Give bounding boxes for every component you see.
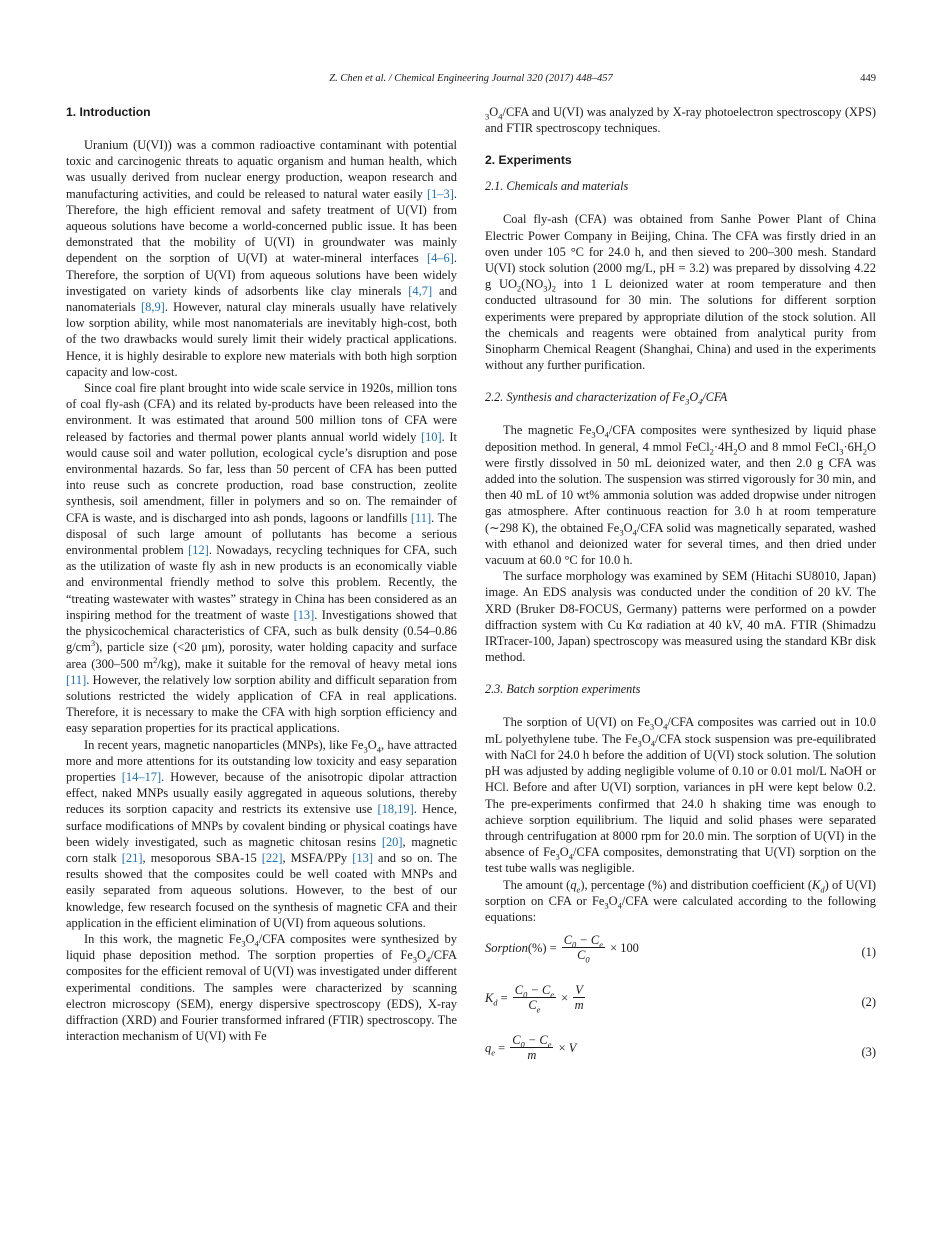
- citation-link[interactable]: [4–6]: [426, 251, 454, 266]
- equation-number: (1): [861, 945, 876, 960]
- intro-paragraph-4-continued: $_3O_4$/CFA and U(VI) was analyzed by X-ray photoelectron spectroscopy (XPS) and FTIR spectroscopy techniques.: [485, 105, 876, 136]
- citation-link[interactable]: [11]: [410, 510, 432, 525]
- citation-link[interactable]: [21]: [121, 850, 143, 865]
- citation-link[interactable]: [10]: [420, 429, 442, 444]
- equation-number: (3): [861, 1045, 876, 1060]
- batch-paragraph-2: The amount $(q_e)$, percentage (%) and distribution coefficient $(K_d)$ of U(VI) sorption on CFA or $Fe_3O_4$/CFA were calculated according to the following equations:: [485, 877, 876, 924]
- citation-link[interactable]: [11]: [66, 672, 87, 687]
- citation-link[interactable]: [12]: [188, 543, 209, 558]
- intro-paragraph-2: Since coal fire plant brought into wide scale service in 1920s, million tons of coal fly-ash (CFA) and its related by-products have been released into the environment. It was estimated that around 500 million tons of CFA were released by factories and thermal power plants annual world widely [10]. It would cause soil and water pollution, ecological cycle’s disruption and pose environmental hazards. So far, less than 50 percent of CFA has been putted into reuse such as concrete production, road base construction, zeolite synthesis, soil amendment, filler in polymers and so on. The remainder of CFA is waste, and is discharged into ash ponds, lagoons or landfills [11]. The disposal of such large amount of pollutants has become a serious environmental problem [12]. Nowadays, recycling techniques for CFA, such as the utilization of waste fly ash in new products is an economically viable and environmental friendly method to solve this problem. Recently, the “treating wastewater with wastes” strategy in China has been considered as an inspiring method for the treatment of waste [13]. Investigations showed that the physicochemical characteristics of CFA, such as bulk density (0.54–0.86 $g/cm^3$), particle size (<20 μm), porosity, water holding capacity and surface area (300–500 $m^2/kg$), make it suitable for the removal of heavy metal ions [11]. However, the relatively low sorption ability and difficult separation from solutions restricted the widely application of CFA in real applications. Therefore, it is necessary to make the CFA with high sorption efficiency and easy separation properties for its practical applications.: [66, 381, 458, 736]
- equation-2: $K_d$ = $\frac{C_0 - C_e}{C_e}$ × $\frac{V}{m}$ (2): [485, 983, 876, 1015]
- equation-lhs: Sorption: [485, 940, 528, 955]
- journal-citation: Z. Chen et al. / Chemical Engineering Journal 320 (2017) 448–457: [329, 73, 613, 84]
- citation-link[interactable]: [13]: [352, 850, 373, 865]
- citation-link[interactable]: [4,7]: [408, 283, 433, 298]
- section-title-introduction: 1. Introduction: [66, 105, 151, 119]
- equation-number: (2): [861, 995, 876, 1010]
- citation-link[interactable]: [13]: [293, 607, 315, 622]
- equation-fraction: $\frac{V}{m}$: [574, 983, 584, 1013]
- citation-link[interactable]: [8,9]: [140, 300, 165, 315]
- subsection-title-batch-sorption: 2.3. Batch sorption experiments: [485, 682, 641, 697]
- equation-fraction: $\frac{C_0 - C_e}{C_e}$: [514, 983, 555, 1015]
- page-number: 449: [860, 73, 876, 84]
- citation-link[interactable]: [14–17]: [121, 769, 162, 784]
- synthesis-paragraph-1: The magnetic $Fe_3O_4$/CFA composites were synthesized by liquid phase deposition method. In general, 4 mmol $FeCl_2\cdot 4H_2O$ and 8 mmol $FeCl_3\cdot 6H_2O$ were firstly dissolved in 50 mL deionized water, and then 2.0 g CFA was added into the solution. The suspension was stirred vigorously for 30 min, and then 40 mL of 10 wt% ammonia solution was added dropwise under nitrogen gas atmosphere. After continuous reaction for 3.0 h at room temperature (∼298 K), the obtained $Fe_3O_4$/CFA solid was magnetically separated, washed with ethanol and deionized water for several times, and then dried under vacuum at 60.0 °C for 10.0 h.: [485, 423, 877, 568]
- synthesis-paragraph-2: The surface morphology was examined by SEM (Hitachi SU8010, Japan) image. An EDS analysis was conducted under the condition of 20 kV. The XRD (Bruker D8-FOCUS, Germany) patterns were performed on a powder diffraction system with Cu Kα radiation at 40 kV, 40 mA. FTIR (Shimadzu IRTracer-100, Japan) spectroscopy was measured using the standard KBr disk method.: [485, 569, 876, 665]
- section-title-experiments: 2. Experiments: [485, 153, 572, 168]
- equation-1: Sorption (%) = $\frac{C_0 - C_e}{C_0}$ × 100 (1): [485, 933, 876, 965]
- equation-fraction: $\frac{C_0 - C_e}{m}$: [512, 1033, 552, 1063]
- running-head: [66, 73, 876, 87]
- equation-fraction: $\frac{C_0 - C_e}{C_0}$: [563, 933, 603, 965]
- intro-paragraph-3: In recent years, magnetic nanoparticles (MNPs), like $Fe_3O_4$, have attracted more and more attentions for its outstanding low toxicity and easy separation properties [14–17]. However, because of the anisotropic dipolar attraction effect, naked MNPs usually easily aggregated in aqueous solutions, thereby reduces its sorption capacity and restricts its extensive use [18,19]. Hence, surface modifications of MNPs by covalent binding or physical coatings have been widely investigated, such as magnetic chitosan resins [20], magnetic corn stalk [21], mesoporous SBA-15 [22], MSFA/PPy [13] and so on. The results showed that the composites could be well coated with MNPs and easily separated from aqueous solutions. However, to the best of our knowledge, few research focused on the synthesis of magnetic CFA and their application in the efficient elimination of U(VI) from aqueous solutions.: [66, 737, 457, 930]
- subsection-title-chemicals: 2.1. Chemicals and materials: [485, 179, 629, 194]
- citation-link[interactable]: [1–3]: [426, 186, 454, 201]
- intro-paragraph-1: Uranium (U(VI)) was a common radioactive contaminant with potential toxic and carcinogenic threats to aquatic organism and human health, which was usually derived from nuclear energy production, weapon research and manufacturing activities, and could be released to natural water easily [1–3]. Therefore, the high efficient removal and safety treatment of U(VI) from aqueous solutions have become a world-concerned public issue. It has been demonstrated that the mobility of U(VI) in groundwater was mainly dependent on the sorption of U(VI) at water-mineral interfaces [4–6]. Therefore, the sorption of U(VI) from aqueous solutions have been widely investigated on variety kinds of adsorbents like clay minerals [4,7] and nanomaterials [8,9]. However, natural clay minerals usually have relatively low sorption ability, while most nanomaterials are inevitably high-cost, both of the two drawbacks would surely limit their widely practical applications. Hence, it is highly desirable to explore new materials with both high sorption capacity and low-cost.: [66, 138, 457, 379]
- right-column: [485, 104, 876, 1075]
- subsection-title-synthesis: 2.2. Synthesis and characterization of $Fe_3O_4$/CFA: [485, 390, 728, 407]
- intro-paragraph-4: In this work, the magnetic $Fe_3O_4$/CFA composites were synthesized by liquid phase deposition method. The sorption properties of $Fe_3O_4$/CFA composites for the efficient removal of U(VI) was investigated under different experimental conditions. The samples were characterized by scanning electron microscopy (SEM), energy dispersive spectroscopy (EDS), X-ray diffraction (XRD) and Fourier transformed infrared (FTIR) spectroscopy. The interaction mechanism of U(VI) with Fe: [66, 931, 457, 1044]
- citation-link[interactable]: [18,19]: [377, 802, 414, 817]
- left-column: [66, 104, 457, 1044]
- batch-paragraph-1: The sorption of U(VI) on $Fe_3O_4$/CFA composites was carried out in 10.0 mL polyethylene tube. The $Fe_3O_4$/CFA stock suspension was pre-equilibrated with NaCl for 24.0 h before the addition of U(VI) stock solution. The solution pH was adjusted by adding negligible volume of 0.10 or 0.01 mol/L NaOH or HCl. Before and after U(VI) sorption, variances in pH were kept below 0.2. The pre-experiments confirmed that 24.0 h shaking time was enough to achieve sorption equilibrium. The liquid and solid phases were separated through centrifugation at 8000 rpm for 20.0 min. The sorption of U(VI) in the absence of $Fe_3O_4$/CFA composites, demonstrating that U(VI) sorption on the test tube walls was negligible.: [485, 715, 876, 876]
- chemicals-paragraph: Coal fly-ash (CFA) was obtained from Sanhe Power Plant of China Electric Power Company in Beijing, China. The CFA was firstly dried in an oven under 105 °C for 24.0 h, and then sieved to 200–300 mesh. Standard U(VI) stock solution (2000 mg/L, pH = 3.2) was prepared by dissolving 4.22 g $UO_2(NO_3)_2$ into 1 L deionized water at room temperature and then conducted ultrasound for 30 min. The solutions for different sorption experiments were prepared by appropriate dilution of the stock solution. All the chemicals and reagents were obtained from analytical purity from Sinopharm Chemical Reagent (Shanghai, China) and used in the experiments without any further purification.: [485, 212, 876, 373]
- citation-link[interactable]: [22]: [261, 850, 283, 865]
- citation-link[interactable]: [20]: [381, 834, 403, 849]
- equation-3: $q_e$ = $\frac{C_0 - C_e}{m}$ × V (3): [485, 1033, 876, 1063]
